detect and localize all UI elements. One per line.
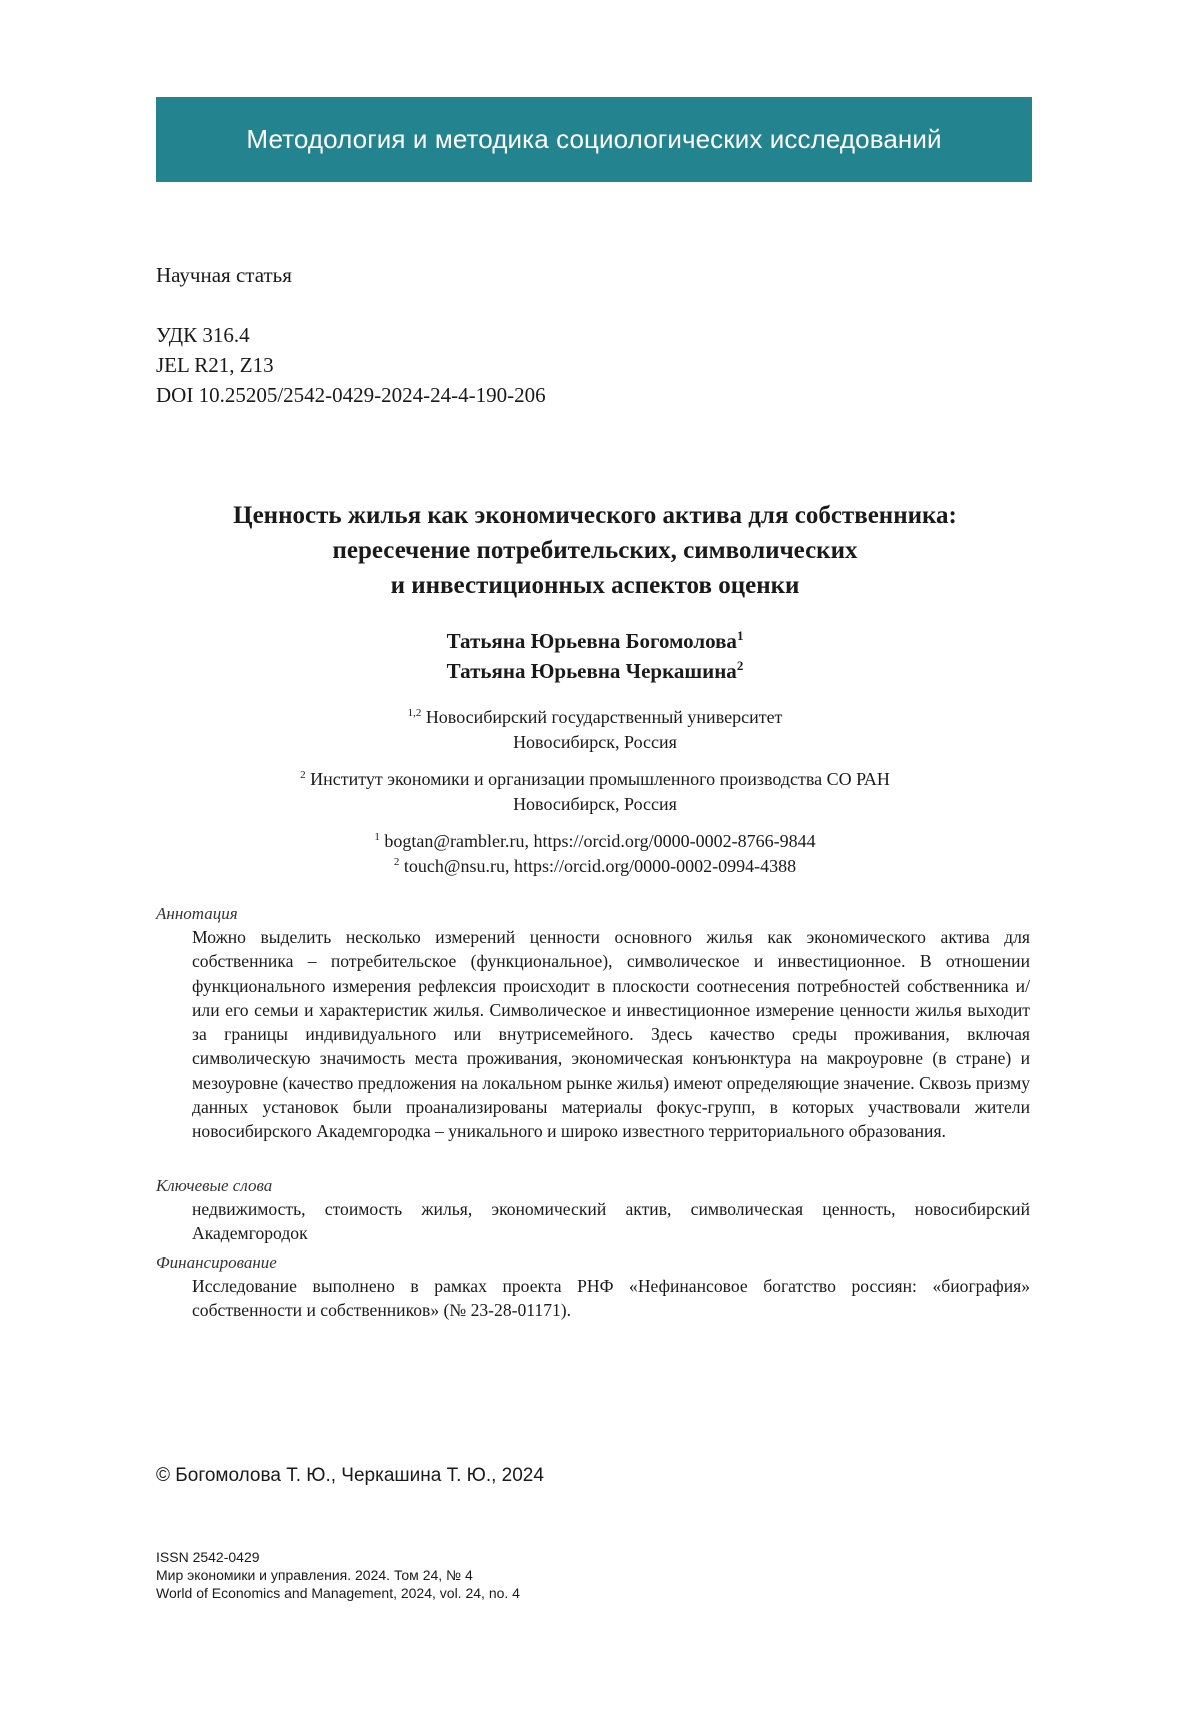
author-sup: 2 bbox=[736, 658, 744, 673]
article-type: Научная статья bbox=[156, 263, 292, 287]
journal-footer bbox=[156, 1548, 520, 1602]
issn: ISSN 2542-0429 bbox=[156, 1549, 260, 1565]
affiliation-sup: 2 bbox=[300, 769, 306, 781]
contact-text: touch@nsu.ru, https://orcid.org/0000-0002-0994-4388 bbox=[403, 856, 797, 876]
copyright-notice: © Богомолова Т. Ю., Черкашина Т. Ю., 2024 bbox=[156, 1465, 544, 1486]
contact bbox=[140, 829, 1050, 854]
abstract-text: Можно выделить несколько измерений ценности основного жилья как экономического актива для собственника – потребительское (функциональное), символическое и инвестиционное. В отношении функционального измерения рефлексия происходит в плоскости соотнесения потребностей собственника и/или его семьи и характеристик жилья. Символическое и инвестиционное измерение ценности жилья выходит за границы индивидуального или внутрисемейного. Здесь качество среды проживания, включая символическую значимость места проживания, экономическая конъюнктура на макроуровне (в стране) и мезоуровне (качество предложения на локальном рынке жилья) имеют определяющие значение. Сквозь призму данных установок были проанализированы материалы фокус-групп, в которых участвовали жители новосибирского Академгородка – уникального и широко известного территориального образования. bbox=[192, 927, 1030, 1142]
udk-code: УДК 316.4 bbox=[156, 323, 250, 347]
contact-text: bogtan@rambler.ru, https://orcid.org/0000-0002-8766-9844 bbox=[384, 831, 816, 851]
contact-sup: 1 bbox=[374, 831, 380, 843]
author-name: Татьяна Юрьевна Черкашина bbox=[446, 659, 737, 683]
jel-code: JEL R21, Z13 bbox=[156, 353, 274, 377]
affiliation bbox=[140, 767, 1050, 817]
funding-label: Финансирование bbox=[156, 1253, 277, 1272]
affiliation-org: Институт экономики и организации промышленного производства СО РАН bbox=[310, 769, 890, 789]
keywords-label: Ключевые слова bbox=[156, 1176, 273, 1195]
title-line: и инвестиционных аспектов оценки bbox=[390, 572, 800, 599]
contact bbox=[140, 854, 1050, 879]
author-name: Татьяна Юрьевна Богомолова bbox=[446, 629, 737, 653]
title-line: пересечение потребительских, символических bbox=[332, 537, 858, 564]
contact-list bbox=[140, 829, 1050, 879]
doi-code: DOI 10.25205/2542-0429-2024-24-4-190-206 bbox=[156, 383, 546, 407]
author bbox=[140, 656, 1050, 686]
keywords-text: недвижимость, стоимость жилья, экономический актив, символическая ценность, новосибирский Академгородок bbox=[192, 1199, 1030, 1244]
section-banner bbox=[156, 97, 1032, 182]
section-title: Методология и методика социологических исследований bbox=[246, 124, 942, 154]
affiliation bbox=[140, 705, 1050, 755]
author-sup: 1 bbox=[736, 628, 744, 643]
abstract-label: Аннотация bbox=[156, 904, 238, 923]
contact-sup: 2 bbox=[393, 856, 400, 868]
journal-citation-en: World of Economics and Management, 2024, vol. 24, no. 4 bbox=[156, 1585, 520, 1601]
title-line: Ценность жилья как экономического актива для собственника: bbox=[233, 502, 957, 529]
affiliation-city: Новосибирск, Россия bbox=[513, 732, 677, 752]
affiliation-sup: 1,2 bbox=[407, 707, 422, 719]
journal-citation-ru: Мир экономики и управления. 2024. Том 24, № 4 bbox=[156, 1567, 473, 1583]
article-title bbox=[140, 498, 1050, 603]
author-list bbox=[140, 626, 1050, 686]
article-identifiers bbox=[156, 320, 546, 410]
affiliation-org: Новосибирский государственный университет bbox=[425, 707, 783, 727]
affiliation-city: Новосибирск, Россия bbox=[513, 794, 677, 814]
funding-text: Исследование выполнено в рамках проекта РНФ «Нефинансовое богатство россиян: «биография» собственности и собственников» (№ 23-28-01171). bbox=[192, 1276, 1030, 1321]
author bbox=[140, 626, 1050, 656]
